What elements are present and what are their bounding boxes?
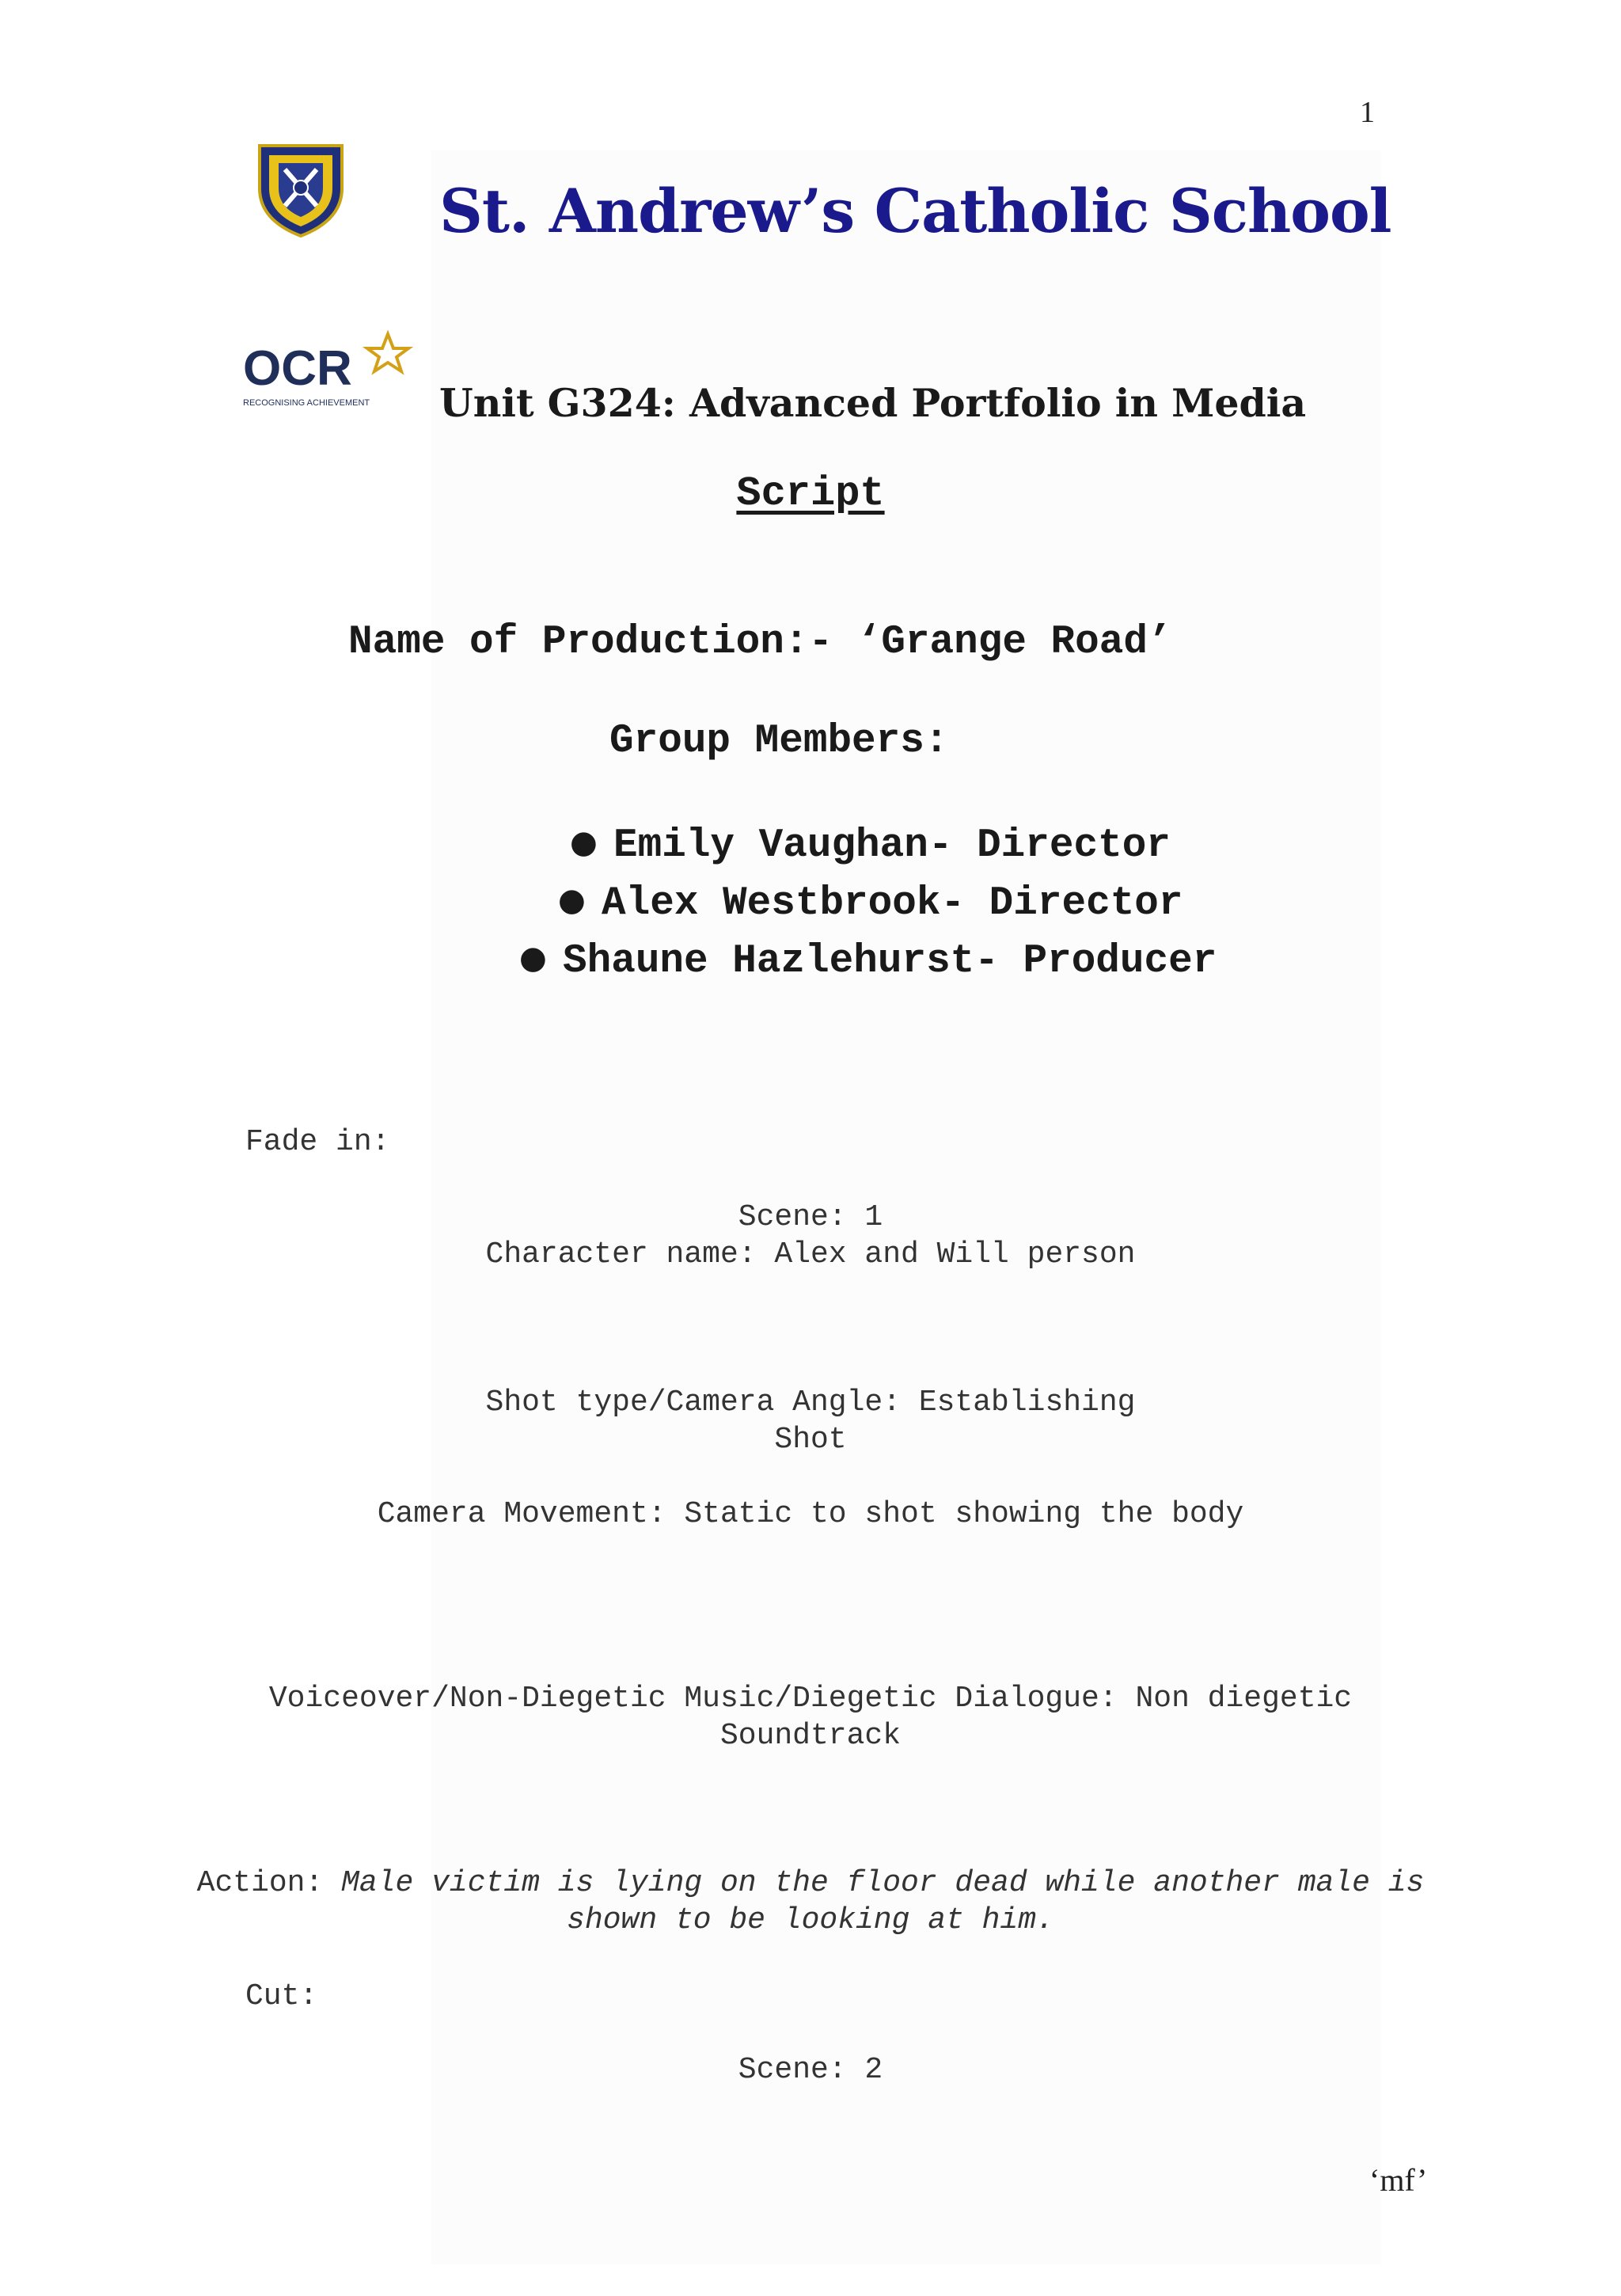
production-name: ‘Grange Road’: [856, 620, 1172, 665]
shot-type-value-continued: Shot: [774, 1423, 847, 1457]
ocr-logo-tagline: RECOGNISING ACHIEVEMENT: [243, 398, 370, 408]
voiceover-value: Non diegetic: [1135, 1682, 1353, 1716]
character-name-value: Alex and Will person: [774, 1237, 1136, 1272]
voiceover-value-continued: Soundtrack: [719, 1719, 902, 1753]
footer-mark: ‘mf’: [1369, 2162, 1428, 2198]
ocr-logo-text: OCR: [243, 341, 352, 396]
shot-type-label: Shot type/Camera Angle:: [485, 1386, 902, 1420]
group-member: ● Emily Vaughan- Director: [570, 823, 1171, 869]
school-title: St. Andrew’s Catholic School: [439, 176, 1391, 246]
character-name-line: [0, 1237, 1621, 1272]
camera-movement-value: Static to shot showing the body: [684, 1497, 1244, 1531]
group-members-label: Group Members:: [609, 719, 949, 764]
unit-title: Unit G324: Advanced Portfolio in Media: [439, 380, 1307, 426]
production-line: [348, 620, 1377, 665]
group-member: ● Alex Westbrook- Director: [558, 881, 1183, 926]
action-line: [0, 1866, 1621, 1900]
camera-movement-label: Camera Movement:: [377, 1497, 666, 1531]
camera-movement-line: [0, 1497, 1621, 1531]
voiceover-line: [0, 1682, 1621, 1716]
ocr-logo: [241, 328, 423, 415]
shot-type-value: Establishing: [918, 1386, 1136, 1420]
group-member: ● Shaune Hazlehurst- Producer: [519, 939, 1217, 984]
shot-type-line: [0, 1386, 1621, 1420]
action-text-continued: shown to be looking at him.: [567, 1903, 1054, 1937]
cut-transition: Cut:: [245, 1979, 318, 2013]
bullet-icon: ●: [558, 882, 586, 918]
bullet-icon: ●: [570, 824, 598, 861]
scene-2-heading: Scene: 2: [738, 2053, 883, 2087]
bullet-icon: ●: [519, 940, 547, 976]
scene-1-heading: Scene: 1: [738, 1200, 883, 1234]
page-number: 1: [1360, 96, 1375, 129]
fade-in: Fade in:: [245, 1125, 390, 1159]
character-name-label: Character name:: [485, 1237, 757, 1272]
school-crest-icon: [253, 141, 348, 240]
script-heading: Script: [736, 470, 885, 517]
production-label: Name of Production:-: [348, 620, 833, 665]
voiceover-label: Voiceover/Non-Diegetic Music/Diegetic Dialogue:: [268, 1682, 1118, 1716]
action-text: Male victim is lying on the floor dead while another male is: [341, 1866, 1425, 1900]
action-label: Action:: [196, 1866, 324, 1900]
